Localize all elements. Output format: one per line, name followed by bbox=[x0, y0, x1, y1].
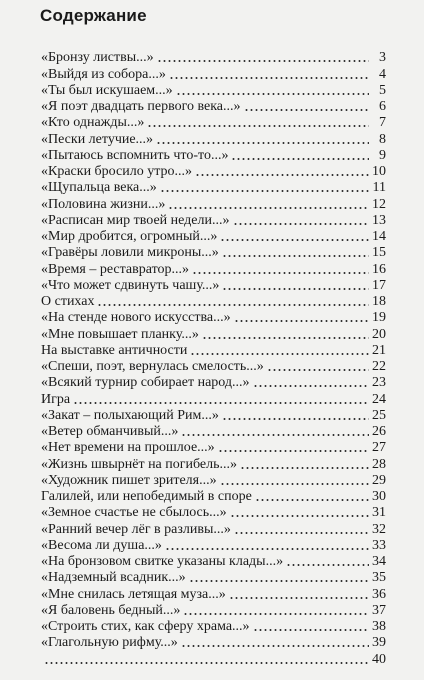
toc-entry-title: «Время – реставратор...» bbox=[41, 261, 190, 277]
table-of-contents bbox=[41, 50, 386, 668]
toc-entry-page-number: 4 bbox=[379, 66, 386, 82]
toc-entry bbox=[41, 424, 386, 440]
toc-entry-title: «Нет времени на прошлое...» bbox=[41, 440, 215, 456]
dot-leader bbox=[160, 189, 369, 193]
toc-entry bbox=[41, 554, 386, 570]
toc-entry bbox=[41, 245, 386, 261]
toc-entry-title: «Всякий турнир собирает народ...» bbox=[41, 375, 250, 391]
toc-entry-page-number: 26 bbox=[372, 424, 386, 439]
toc-entry bbox=[41, 489, 386, 505]
toc-entry bbox=[41, 473, 386, 489]
toc-entry-page-number: 5 bbox=[379, 82, 386, 98]
toc-entry-title: «Половина жизни...» bbox=[41, 196, 166, 212]
toc-entry bbox=[41, 196, 386, 212]
toc-entry-title: «Весома ли душа...» bbox=[41, 537, 162, 553]
dot-leader bbox=[176, 92, 369, 96]
toc-entry bbox=[41, 229, 386, 245]
toc-entry bbox=[41, 310, 386, 326]
dot-leader bbox=[220, 238, 369, 242]
toc-entry bbox=[41, 213, 386, 229]
toc-entry-page-number: 37 bbox=[372, 602, 386, 618]
toc-entry-page-number: 38 bbox=[372, 619, 386, 634]
dot-leader bbox=[181, 644, 369, 648]
toc-entry bbox=[41, 359, 386, 375]
dot-leader bbox=[189, 579, 369, 583]
toc-entry-page-number: 17 bbox=[372, 277, 386, 293]
toc-entry-title: «Мне снилась летящая муза...» bbox=[41, 586, 226, 602]
toc-entry-page-number: 39 bbox=[372, 635, 386, 651]
dot-leader bbox=[230, 514, 369, 518]
toc-entry bbox=[41, 278, 386, 294]
toc-entry-title: «Мир дробится, огромный...» bbox=[41, 229, 218, 244]
dot-leader bbox=[255, 498, 369, 502]
dot-leader bbox=[157, 59, 369, 63]
toc-entry bbox=[41, 635, 386, 651]
toc-entry-title: «Бронзу листвы...» bbox=[41, 50, 154, 66]
dot-leader bbox=[240, 466, 369, 470]
toc-entry bbox=[41, 505, 386, 521]
dot-leader bbox=[267, 368, 369, 372]
toc-entry-title: «Выйдя из собора...» bbox=[41, 66, 166, 82]
toc-entry-page-number: 32 bbox=[372, 521, 386, 537]
toc-entry bbox=[41, 164, 386, 180]
toc-entry bbox=[41, 651, 386, 667]
toc-entry-title: «Что может сдвинуть чашу...» bbox=[41, 277, 220, 293]
toc-entry bbox=[41, 619, 386, 635]
toc-entry bbox=[41, 343, 386, 359]
toc-entry-title: «Художник пишет зрителя...» bbox=[41, 472, 217, 488]
toc-entry-title: На выставке античности bbox=[41, 342, 188, 358]
toc-entry-title: «Спеши, поэт, вернулась смелость...» bbox=[41, 359, 264, 374]
toc-entry bbox=[41, 391, 386, 407]
dot-leader bbox=[222, 287, 369, 291]
toc-entry-title: «Закат – полыхающий Рим...» bbox=[41, 407, 219, 423]
toc-entry bbox=[41, 148, 386, 164]
dot-leader bbox=[165, 547, 369, 551]
toc-entry-title: О стихах bbox=[41, 294, 95, 309]
toc-entry bbox=[41, 408, 386, 424]
toc-entry-title: Игра bbox=[41, 391, 71, 407]
toc-entry bbox=[41, 521, 386, 537]
toc-entry-title: «Жизнь швырнёт на погибель...» bbox=[41, 456, 238, 472]
toc-entry-page-number: 31 bbox=[372, 505, 386, 521]
toc-entry bbox=[41, 99, 386, 115]
toc-entry-page-number: 30 bbox=[372, 489, 386, 504]
toc-entry-page-number: 20 bbox=[372, 326, 386, 342]
dot-leader bbox=[195, 173, 369, 177]
toc-entry-title: «Гравёры ловили микроны...» bbox=[41, 245, 219, 261]
dot-leader bbox=[190, 352, 369, 356]
toc-entry-title: «Расписан мир твоей недели...» bbox=[41, 212, 230, 228]
toc-entry bbox=[41, 131, 386, 147]
toc-entry-page-number: 10 bbox=[372, 164, 386, 179]
toc-entry-page-number: 19 bbox=[372, 310, 386, 326]
dot-leader bbox=[233, 222, 370, 226]
toc-entry-page-number: 6 bbox=[379, 99, 386, 114]
toc-entry-page-number: 34 bbox=[372, 554, 386, 569]
toc-entry-page-number: 12 bbox=[372, 196, 386, 212]
dot-leader bbox=[44, 661, 369, 665]
dot-leader bbox=[147, 124, 369, 128]
toc-entry-title: «Пытаюсь вспомнить что-то...» bbox=[41, 147, 229, 163]
toc-entry-page-number: 11 bbox=[372, 180, 386, 196]
toc-entry-title: «На бронзовом свитке указаны клады...» bbox=[41, 554, 284, 569]
toc-entry bbox=[41, 50, 386, 66]
toc-entry-title: «Глагольную рифму...» bbox=[41, 635, 178, 651]
dot-leader bbox=[97, 303, 369, 307]
toc-entry-page-number: 28 bbox=[372, 456, 386, 472]
dot-leader bbox=[220, 482, 369, 486]
toc-entry-title: «Ты был искушаем...» bbox=[41, 82, 173, 98]
dot-leader bbox=[168, 206, 369, 210]
toc-entry-page-number: 29 bbox=[372, 472, 386, 488]
toc-entry-page-number: 24 bbox=[372, 391, 386, 407]
toc-entry-page-number: 16 bbox=[372, 261, 386, 277]
dot-leader bbox=[234, 319, 369, 323]
dot-leader bbox=[229, 596, 369, 600]
toc-entry-page-number: 15 bbox=[372, 245, 386, 261]
toc-entry-title: «Земное счастье не сбылось...» bbox=[41, 505, 227, 521]
toc-entry-page-number: 13 bbox=[372, 212, 386, 228]
toc-entry-page-number: 18 bbox=[372, 294, 386, 309]
toc-entry-title: «Я баловень бедный...» bbox=[41, 602, 181, 618]
toc-entry-page-number: 22 bbox=[372, 359, 386, 374]
page-title: Содержание bbox=[40, 6, 147, 25]
dot-leader bbox=[222, 417, 369, 421]
toc-entry bbox=[41, 570, 386, 586]
dot-leader bbox=[192, 271, 369, 275]
dot-leader bbox=[286, 563, 369, 567]
toc-entry-title: «Краски бросило утро...» bbox=[41, 164, 193, 179]
toc-entry bbox=[41, 456, 386, 472]
dot-leader bbox=[156, 141, 369, 145]
toc-entry bbox=[41, 115, 386, 131]
toc-entry-page-number: 35 bbox=[372, 570, 386, 586]
dot-leader bbox=[253, 384, 370, 388]
toc-entry-title: «Ранний вечер лёг в разливы...» bbox=[41, 521, 231, 537]
toc-entry bbox=[41, 83, 386, 99]
toc-entry bbox=[41, 180, 386, 196]
dot-leader bbox=[183, 612, 369, 616]
toc-entry-page-number: 9 bbox=[379, 147, 386, 163]
toc-entry-page-number: 23 bbox=[372, 375, 386, 391]
toc-entry-title: «Щупальца века...» bbox=[41, 180, 157, 196]
toc-entry-page-number: 14 bbox=[372, 229, 386, 244]
toc-entry-title: «Надземный всадник...» bbox=[41, 570, 186, 586]
dot-leader bbox=[253, 628, 369, 632]
toc-entry bbox=[41, 603, 386, 619]
dot-leader bbox=[181, 433, 369, 437]
toc-entry-title: «Кто однажды...» bbox=[41, 115, 145, 131]
toc-entry bbox=[41, 440, 386, 456]
toc-entry-title: «Мне повышает планку...» bbox=[41, 326, 199, 342]
toc-entry-page-number: 8 bbox=[379, 131, 386, 147]
dot-leader bbox=[222, 254, 369, 258]
toc-entry-title: Галилей, или непобедимый в споре bbox=[41, 489, 252, 504]
toc-entry-page-number: 40 bbox=[372, 651, 386, 667]
toc-entry-title: «Строить стих, как сферу храма...» bbox=[41, 619, 250, 634]
toc-entry-title: «Пески летучие...» bbox=[41, 131, 154, 147]
toc-entry bbox=[41, 66, 386, 82]
toc-entry bbox=[41, 586, 386, 602]
toc-entry-page-number: 36 bbox=[372, 586, 386, 602]
toc-entry-page-number: 3 bbox=[379, 50, 386, 66]
toc-entry-title: «Я поэт двадцать первого века...» bbox=[41, 99, 241, 114]
toc-entry-page-number: 27 bbox=[372, 440, 386, 456]
toc-entry bbox=[41, 326, 386, 342]
toc-entry-page-number: 21 bbox=[372, 342, 386, 358]
dot-leader bbox=[73, 401, 369, 405]
dot-leader bbox=[218, 449, 369, 453]
toc-entry-page-number: 25 bbox=[372, 407, 386, 423]
dot-leader bbox=[202, 336, 369, 340]
toc-entry bbox=[41, 294, 386, 310]
dot-leader bbox=[231, 157, 369, 161]
dot-leader bbox=[244, 108, 369, 112]
toc-entry-title: «Ветер обманчивый...» bbox=[41, 424, 179, 439]
dot-leader bbox=[234, 531, 369, 535]
toc-entry-title: «На стенде нового искусства...» bbox=[41, 310, 231, 326]
toc-entry bbox=[41, 538, 386, 554]
toc-entry-page-number: 7 bbox=[379, 115, 386, 131]
toc-entry bbox=[41, 261, 386, 277]
dot-leader bbox=[169, 76, 369, 80]
toc-entry-page-number: 33 bbox=[372, 537, 386, 553]
toc-entry bbox=[41, 375, 386, 391]
